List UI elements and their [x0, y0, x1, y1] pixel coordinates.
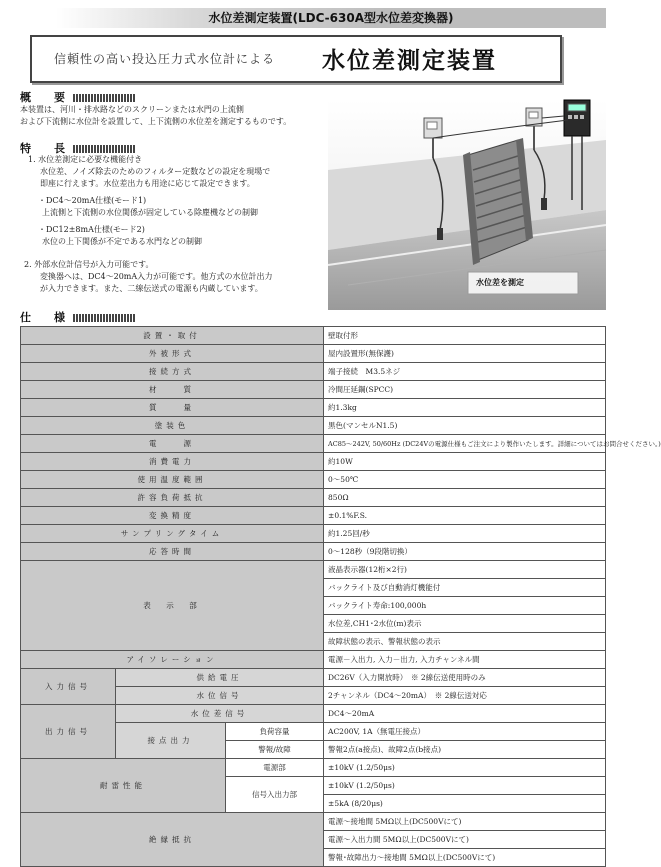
feature-line: 即座に行えます。水位差出力も用途に応じて設定できます。	[40, 179, 255, 188]
spec-heading: 仕 様	[20, 309, 135, 325]
table-cell-label: アイソレーション	[21, 651, 324, 669]
table-row	[21, 489, 606, 507]
table-cell-label: 負荷容量	[226, 723, 324, 741]
table-row	[21, 759, 606, 777]
table-cell-label: 信号入出力部	[226, 777, 324, 813]
table-cell-value: バックライト及び自動消灯機能付	[324, 579, 606, 597]
table-cell-label: 応答時間	[21, 543, 324, 561]
heading-bar	[73, 145, 135, 153]
feature-line: が入力できます。また、二線伝送式の電源も内蔵しています。	[40, 284, 263, 293]
table-row	[21, 813, 606, 831]
feature-title: 1. 水位差測定に必要な機能付き	[28, 155, 143, 164]
table-row	[21, 417, 606, 435]
table-row	[21, 471, 606, 489]
table-cell-label: 接続方式	[21, 363, 324, 381]
table-cell-value: 約10W	[324, 453, 606, 471]
table-cell-value: 2チャンネル（DC4～20mA） ※ 2線伝送対応	[324, 687, 606, 705]
table-row	[21, 561, 606, 579]
table-cell-value: DC26V（入力開放時） ※ 2線伝送使用時のみ	[324, 669, 606, 687]
table-cell-label: 設置・取付	[21, 327, 324, 345]
catchphrase-box	[30, 35, 562, 83]
table-cell-value: 電源－入出力, 入力－出力, 入力チャンネル間	[324, 651, 606, 669]
table-cell-value: 0～50℃	[324, 471, 606, 489]
table-cell-label: 表 示 部	[21, 561, 324, 651]
table-row	[21, 435, 606, 453]
table-cell-label: 耐雷性能	[21, 759, 226, 813]
table-cell-value: 電源～入出力間 5MΩ以上(DC500Vにて)	[324, 831, 606, 849]
spec-table	[20, 326, 661, 867]
table-row	[21, 669, 606, 687]
table-cell-label: 警報/故障	[226, 741, 324, 759]
overview-line: 本装置は、河川・排水路などのスクリーンまたは水門の上流側	[20, 105, 244, 114]
feature-title: 2. 外部水位計信号が入力可能です。	[24, 260, 154, 269]
table-cell-label: 使用温度範囲	[21, 471, 324, 489]
table-cell-value: ±10kV (1.2/50μs)	[324, 777, 606, 795]
table-row	[21, 651, 606, 669]
feature-line: 水位差、ノイズ除去のためのフィルター定数などの設定を現場で	[40, 167, 271, 176]
heading-bar	[73, 94, 135, 102]
table-cell-label: 変換精度	[21, 507, 324, 525]
feature-title: ・DC12±8mA仕様(モード2)	[38, 225, 145, 234]
table-cell-label: 供給電圧	[116, 669, 324, 687]
table-cell-label: 質 量	[21, 399, 324, 417]
table-cell-value: ±0.1%F.S.	[324, 507, 606, 525]
installation-illustration	[328, 100, 606, 310]
feature-line: 上流側と下流側の水位関係が固定している除塵機などの制御	[42, 208, 258, 217]
table-cell-label: 消費電力	[21, 453, 324, 471]
table-cell-label: 材 質	[21, 381, 324, 399]
table-cell-value: 冷間圧延鋼(SPCC)	[324, 381, 606, 399]
table-cell-label: 外被形式	[21, 345, 324, 363]
table-cell-value: 警報･故障出力～接地間 5MΩ以上(DC500Vにて)	[324, 849, 606, 867]
feature-line: 変換器へは、DC4～20mA入力が可能です。他方式の水位計出力	[40, 272, 273, 281]
table-cell-value: 約1.3kg	[324, 399, 606, 417]
heading-bar	[73, 314, 135, 322]
table-cell-value: 故障状態の表示、警報状態の表示	[324, 633, 606, 651]
table-cell-label: 電 源	[21, 435, 324, 453]
document-title: 水位差測定装置(LDC-630A型水位差変換器)	[208, 11, 454, 25]
table-cell-label: 接点出力	[116, 723, 226, 759]
catchphrase-main: 水位差測定装置	[322, 48, 497, 74]
table-cell-value: 0～128秒（9段階切換）	[324, 543, 606, 561]
table-cell-value: 黒色(マンセルN1.5)	[324, 417, 606, 435]
table-cell-value: AC200V, 1A（無電圧接点）	[324, 723, 606, 741]
table-cell-label: 水位信号	[116, 687, 324, 705]
table-cell-label: 塗装色	[21, 417, 324, 435]
features-heading: 特 長	[20, 140, 135, 156]
table-row	[21, 507, 606, 525]
table-row	[21, 363, 606, 381]
table-cell-value: 壁取付形	[324, 327, 606, 345]
table-row	[21, 543, 606, 561]
table-cell-value: AC85～242V, 50/60Hz (DC24Vの電源仕様もご注文により製作いたします。詳細についてはお問合せください。)	[324, 435, 606, 453]
table-cell-value: 850Ω	[324, 489, 606, 507]
table-cell-value: ±5kA (8/20μs)	[324, 795, 606, 813]
table-cell-label: 電源部	[226, 759, 324, 777]
feature-line: 水位の上下関係が不定である水門などの制御	[42, 237, 202, 246]
table-row	[21, 453, 606, 471]
feature-title: ・DC4～20mA仕様(モード1)	[38, 196, 147, 205]
table-cell-value: 屋内設置形(無保護)	[324, 345, 606, 363]
table-row	[21, 705, 606, 723]
table-cell-label: 出力信号	[21, 705, 116, 759]
table-cell-value: バックライト寿命:100,000h	[324, 597, 606, 615]
table-row	[21, 525, 606, 543]
table-cell-value: ±10kV (1.2/50μs)	[324, 759, 606, 777]
table-cell-value: 液晶表示器(12桁×2行)	[324, 561, 606, 579]
table-cell-label: サンプリングタイム	[21, 525, 324, 543]
table-cell-label: 許容負荷抵抗	[21, 489, 324, 507]
table-row	[21, 345, 606, 363]
table-cell-value: 端子接続 M3.5ネジ	[324, 363, 606, 381]
header-band	[56, 8, 606, 28]
illustration-caption: 水位差を測定	[476, 278, 524, 287]
table-row	[21, 399, 606, 417]
table-cell-label: 入力信号	[21, 669, 116, 705]
table-row	[21, 327, 606, 345]
overview-heading: 概 要	[20, 89, 135, 105]
table-cell-value: 電源～接地間 5MΩ以上(DC500Vにて)	[324, 813, 606, 831]
table-row	[21, 381, 606, 399]
table-cell-label: 絶縁抵抗	[21, 813, 324, 867]
table-cell-value: 約1.25回/秒	[324, 525, 606, 543]
overview-line: および下流側に水位計を設置して、上下流側の水位差を測定するものです。	[20, 117, 292, 126]
table-cell-value: DC4～20mA	[324, 705, 606, 723]
table-cell-value: 水位差,CH1･2水位(m)表示	[324, 615, 606, 633]
table-cell-label: 水位差信号	[116, 705, 324, 723]
catchphrase-subtitle: 信頼性の高い投込圧力式水位計による	[54, 52, 276, 66]
table-cell-value: 警報2点(a接点)、故障2点(b接点)	[324, 741, 606, 759]
